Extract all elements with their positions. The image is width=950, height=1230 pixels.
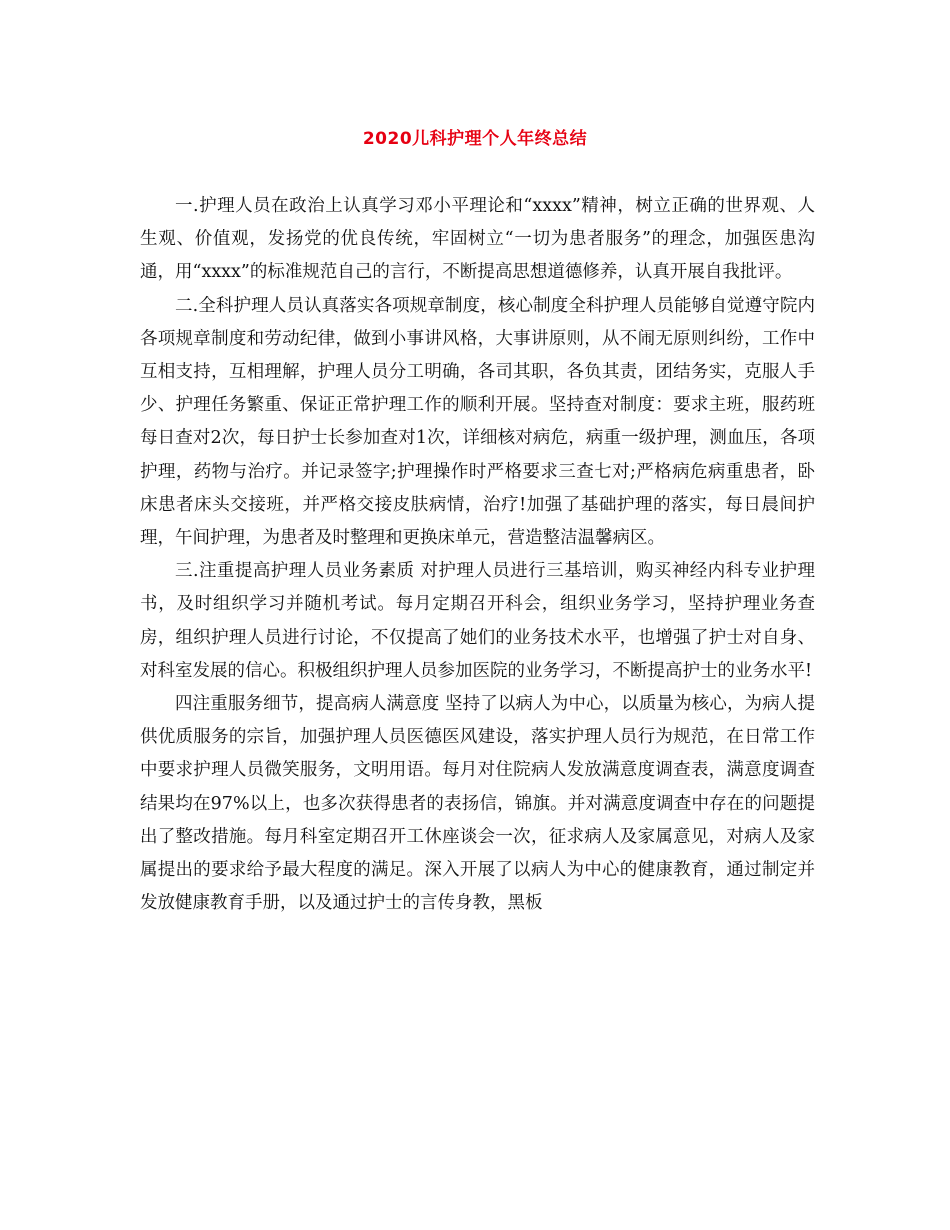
paragraph-4: 四注重服务细节，提高病人满意度 坚持了以病人为中心，以质量为核心，为病人提供优质服务的宗旨，加强护理人员医德医风建设，落实护理人员行为规范，在日常工作中要求护理人员微笑服务，文明用语。每月对住院病人发放满意度调查表，满意度调查结果均在97%以上，也多次获得患者的表扬信，锦旗。并对满意度调查中存在的问题提出了整改措施。每月科室定期召开工休座谈会一次，征求病人及家属意见，对病人及家属提出的要求给予最大程度的满足。深入开展了以病人为中心的健康教育，通过制定并发放健康教育手册，以及通过护士的言传身教，黑板 xyxy=(140,694,815,914)
paragraph-2: 二.全科护理人员认真落实各项规章制度，核心制度全科护理人员能够自觉遵守院内各项规章制度和劳动纪律，做到小事讲风格，大事讲原则，从不闹无原则纠纷，工作中互相支持，互相理解，护理人员分工明确，各司其职，各负其责，团结务实，克服人手少、护理任务繁重、保证正常护理工作的顺利开展。坚持查对制度：要求主班，服药班每日查对2次，每日护士长参加查对1次，详细核对病危，病重一级护理，测血压，各项护理，药物与治疗。并记录签字;护理操作时严格要求三查七对;严格病危病重患者，卧床患者床头交接班，并严格交接皮肤病情，治疗!加强了基础护理的落实，每日晨间护理，午间护理，为患者及时整理和更换床单元，营造整洁温馨病区。 xyxy=(140,295,815,549)
document-title: 2020儿科护理个人年终总结 xyxy=(362,129,588,149)
document-body xyxy=(140,190,815,920)
paragraph-1: 一.护理人员在政治上认真学习邓小平理论和“xxxx”精神，树立正确的世界观、人生观、价值观，发扬党的优良传统，牢固树立“一切为患者服务”的理念，加强医患沟通，用“xxxx”的标准规范自己的言行，不断提高思想道德修养，认真开展自我批评。 xyxy=(140,196,815,283)
paragraph-3: 三.注重提高护理人员业务素质 对护理人员进行三基培训，购买神经内科专业护理书，及时组织学习并随机考试。每月定期召开科会，组织业务学习，坚持护理业务查房，组织护理人员进行讨论，不仅提高了她们的业务技术水平，也增强了护士对自身、对科室发展的信心。积极组织护理人员参加医院的业务学习，不断提高护士的业务水平! xyxy=(140,561,815,681)
